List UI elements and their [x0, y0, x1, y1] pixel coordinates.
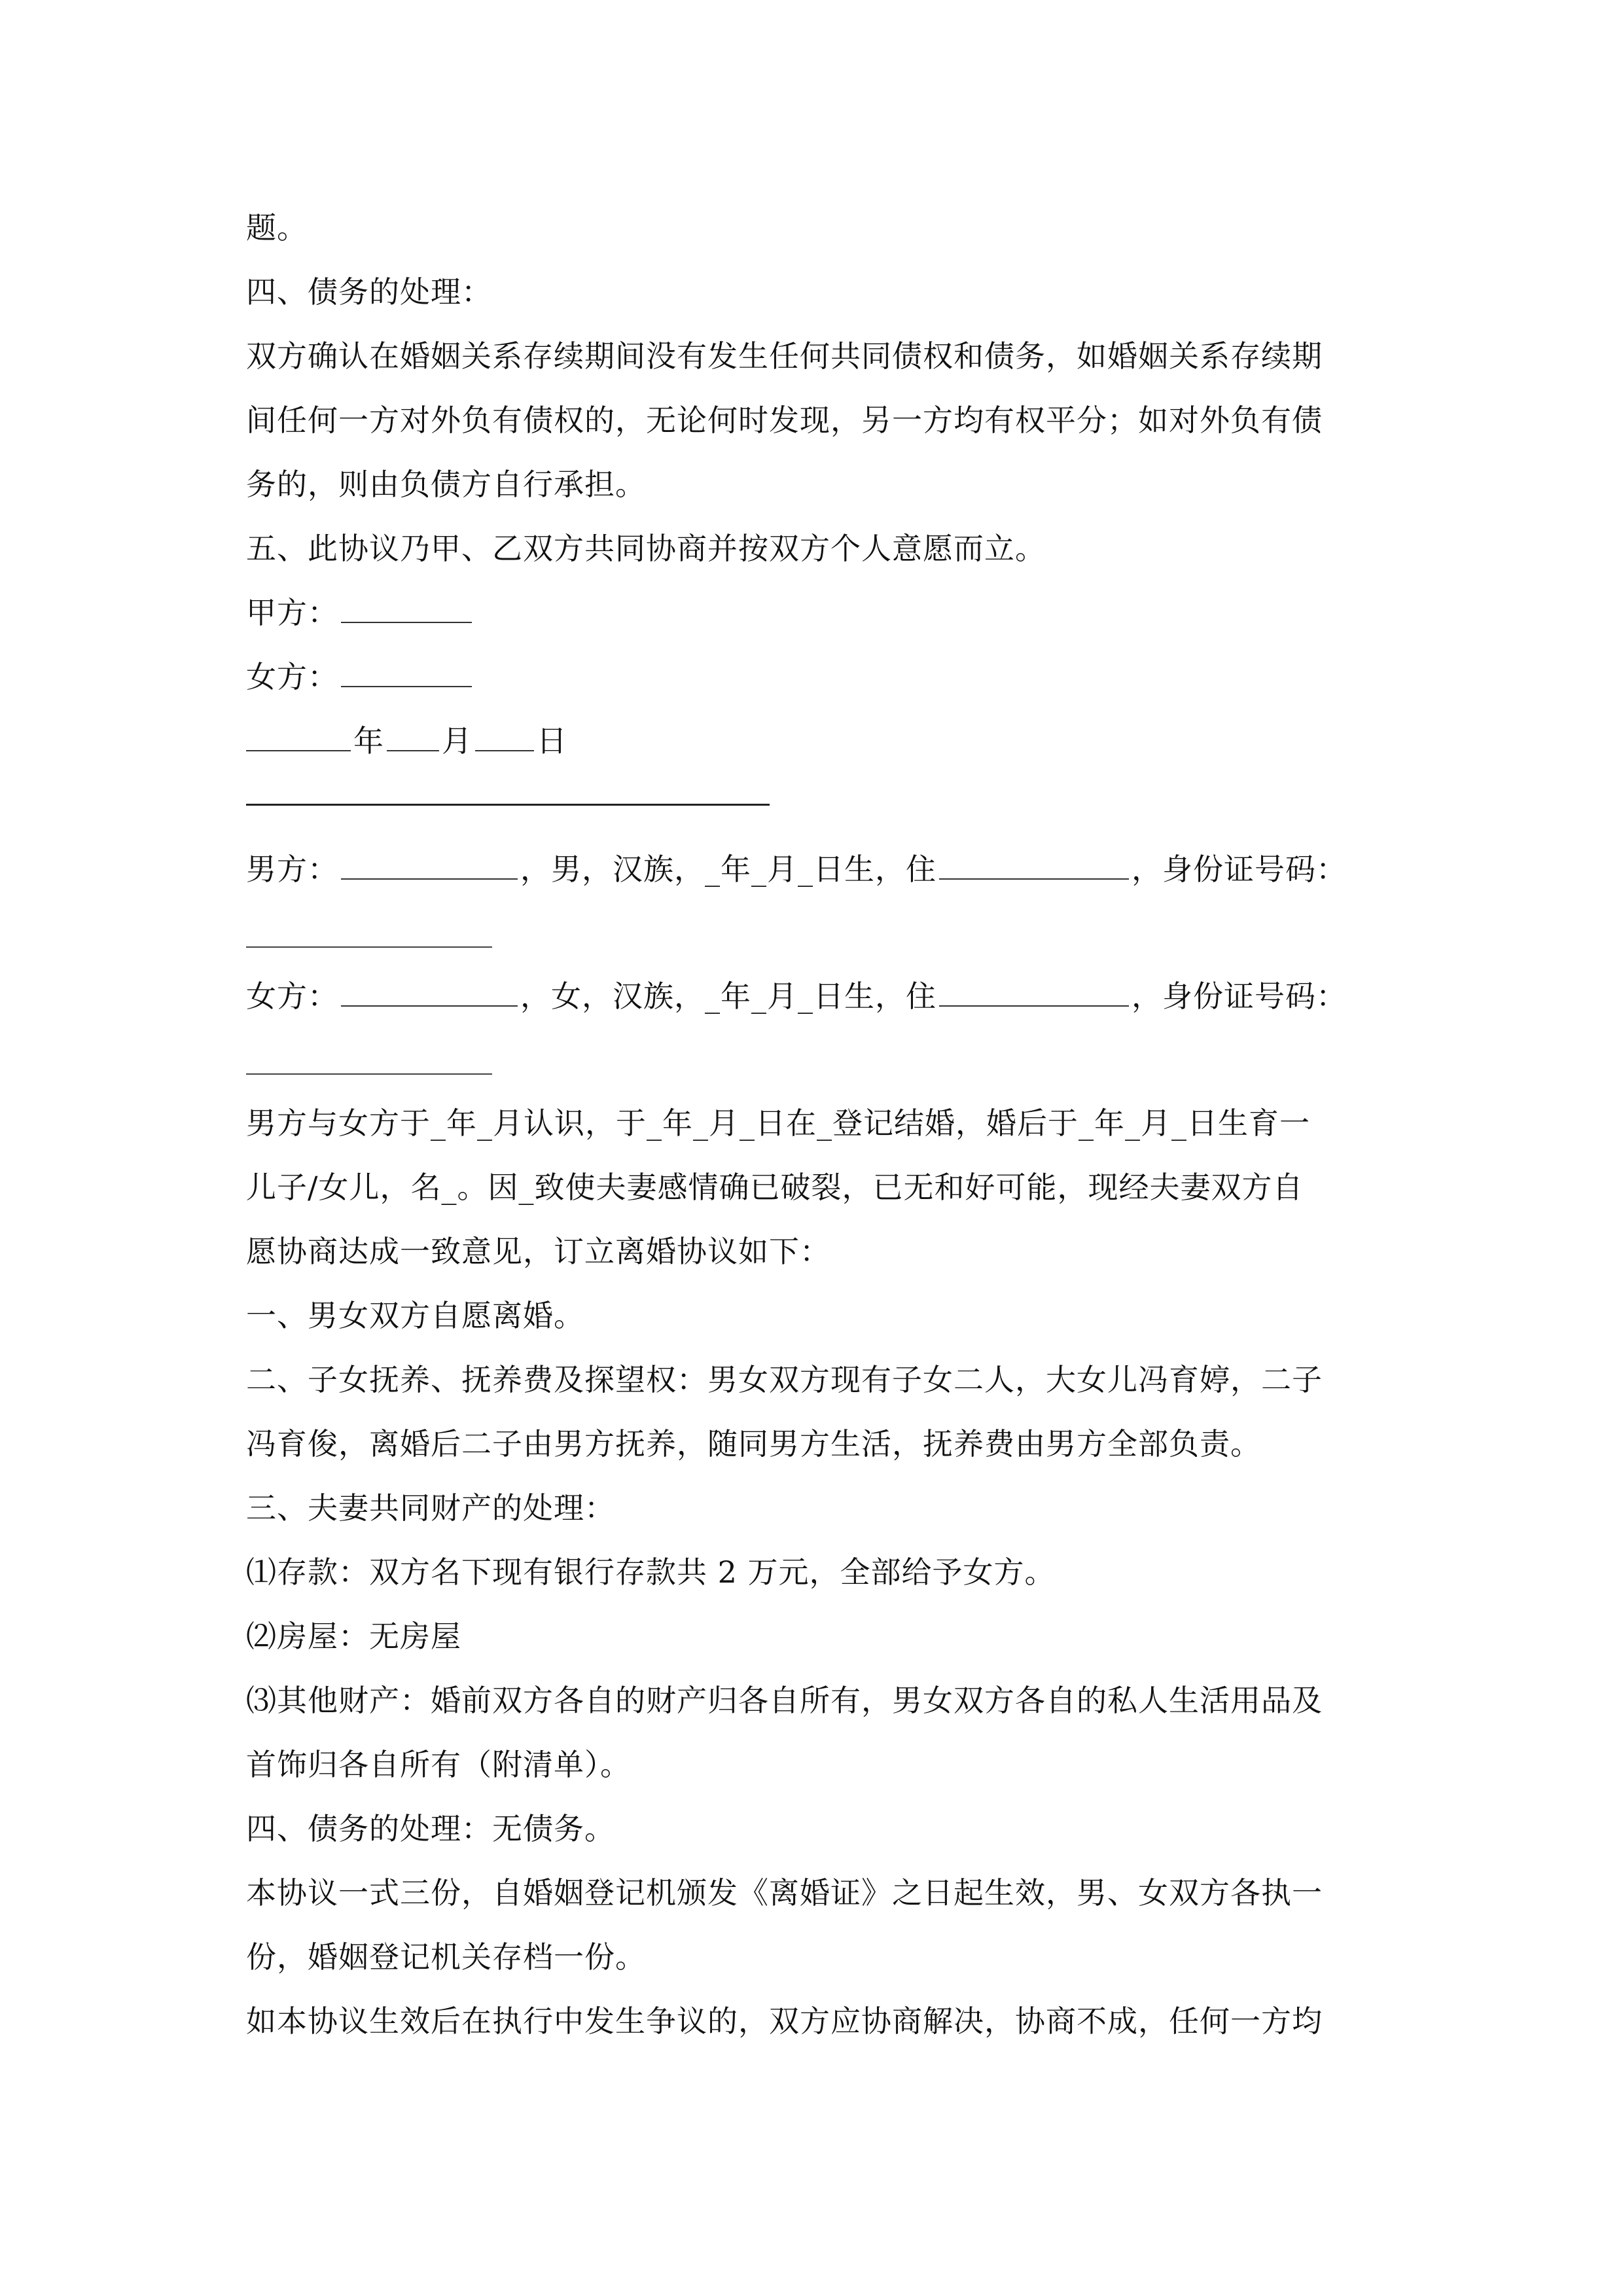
body-line-1: 男方与女方于_年_月认识，于_年_月_日在_登记结婚，婚后于_年_月_日生育一: [246, 1105, 1310, 1141]
body-line-11: 首饰归各自所有（附清单）。: [246, 1747, 631, 1782]
day-blank: [475, 721, 534, 751]
party-b-label: 女方：: [246, 659, 338, 694]
text-line-6: 五、此协议乃甲、乙双方共同协商并按双方个人意愿而立。: [246, 531, 1046, 566]
body-line-7: 三、夫妻共同财产的处理：: [246, 1490, 615, 1526]
woman-address-blank: [939, 977, 1129, 1007]
month-label: 月: [442, 723, 473, 759]
party-b-blank: [341, 657, 472, 687]
section-divider: [246, 804, 770, 806]
party-a-signature-line: [246, 593, 1398, 632]
man-info-line: [246, 850, 1398, 889]
woman-id-label: ，身份证号码：: [1132, 978, 1347, 1014]
body-line-9: ⑵房屋：无房屋: [246, 1619, 461, 1654]
body-line-8: ⑴存款：双方名下现有银行存款共 2 万元，全部给予女方。: [246, 1554, 1056, 1590]
man-id-blank: [246, 946, 492, 948]
body-line-10: ⑶其他财产：婚前双方各自的财产归各自所有，男女双方各自的私人生活用品及: [246, 1683, 1323, 1718]
body-line-6: 冯育俊，离婚后二子由男方抚养，随同男方生活，抚养费由男方全部负责。: [246, 1426, 1261, 1462]
body-line-14: 份，婚姻登记机关存档一份。: [246, 1939, 646, 1975]
woman-info-line: [246, 977, 1398, 1016]
text-line-1: 题。: [246, 210, 308, 245]
woman-id-blank: [246, 1073, 492, 1075]
month-blank: [387, 721, 439, 751]
date-line: [246, 721, 1398, 761]
day-label: 日: [537, 723, 567, 759]
text-line-3: 双方确认在婚姻关系存续期间没有发生任何共同债权和债务，如婚姻关系存续期: [246, 338, 1323, 374]
woman-name-blank: [341, 977, 518, 1007]
man-details: ，男，汉族，_年_月_日生，住: [520, 852, 936, 887]
text-line-4: 间任何一方对外负有债权的，无论何时发现，另一方均有权平分；如对外负有债: [246, 403, 1323, 438]
body-line-5: 二、子女抚养、抚养费及探望权：男女双方现有子女二人，大女儿冯育婷，二子: [246, 1362, 1323, 1397]
body-line-12: 四、债务的处理：无债务。: [246, 1811, 615, 1846]
man-address-blank: [939, 850, 1129, 880]
man-id-label: ，身份证号码：: [1132, 852, 1347, 887]
body-line-13: 本协议一式三份，自婚姻登记机颁发《离婚证》之日起生效，男、女双方各执一: [246, 1875, 1323, 1910]
year-label: 年: [353, 723, 384, 759]
man-name-blank: [341, 850, 518, 880]
party-a-label: 甲方：: [246, 595, 338, 630]
woman-label: 女方：: [246, 978, 338, 1014]
text-line-2: 四、债务的处理：: [246, 274, 492, 310]
year-blank: [246, 721, 351, 751]
party-a-blank: [341, 593, 472, 623]
body-line-4: 一、男女双方自愿离婚。: [246, 1298, 584, 1333]
party-b-signature-line: [246, 657, 1398, 696]
text-line-5: 务的，则由负债方自行承担。: [246, 467, 646, 502]
man-label: 男方：: [246, 852, 338, 887]
body-line-3: 愿协商达成一致意见，订立离婚协议如下：: [246, 1234, 830, 1269]
woman-details: ，女，汉族，_年_月_日生，住: [520, 978, 936, 1014]
body-line-15: 如本协议生效后在执行中发生争议的，双方应协商解决，协商不成，任何一方均: [246, 2003, 1323, 2039]
body-line-2: 儿子/女儿，名_。因_致使夫妻感情确已破裂，已无和好可能，现经夫妻双方自: [246, 1170, 1304, 1205]
